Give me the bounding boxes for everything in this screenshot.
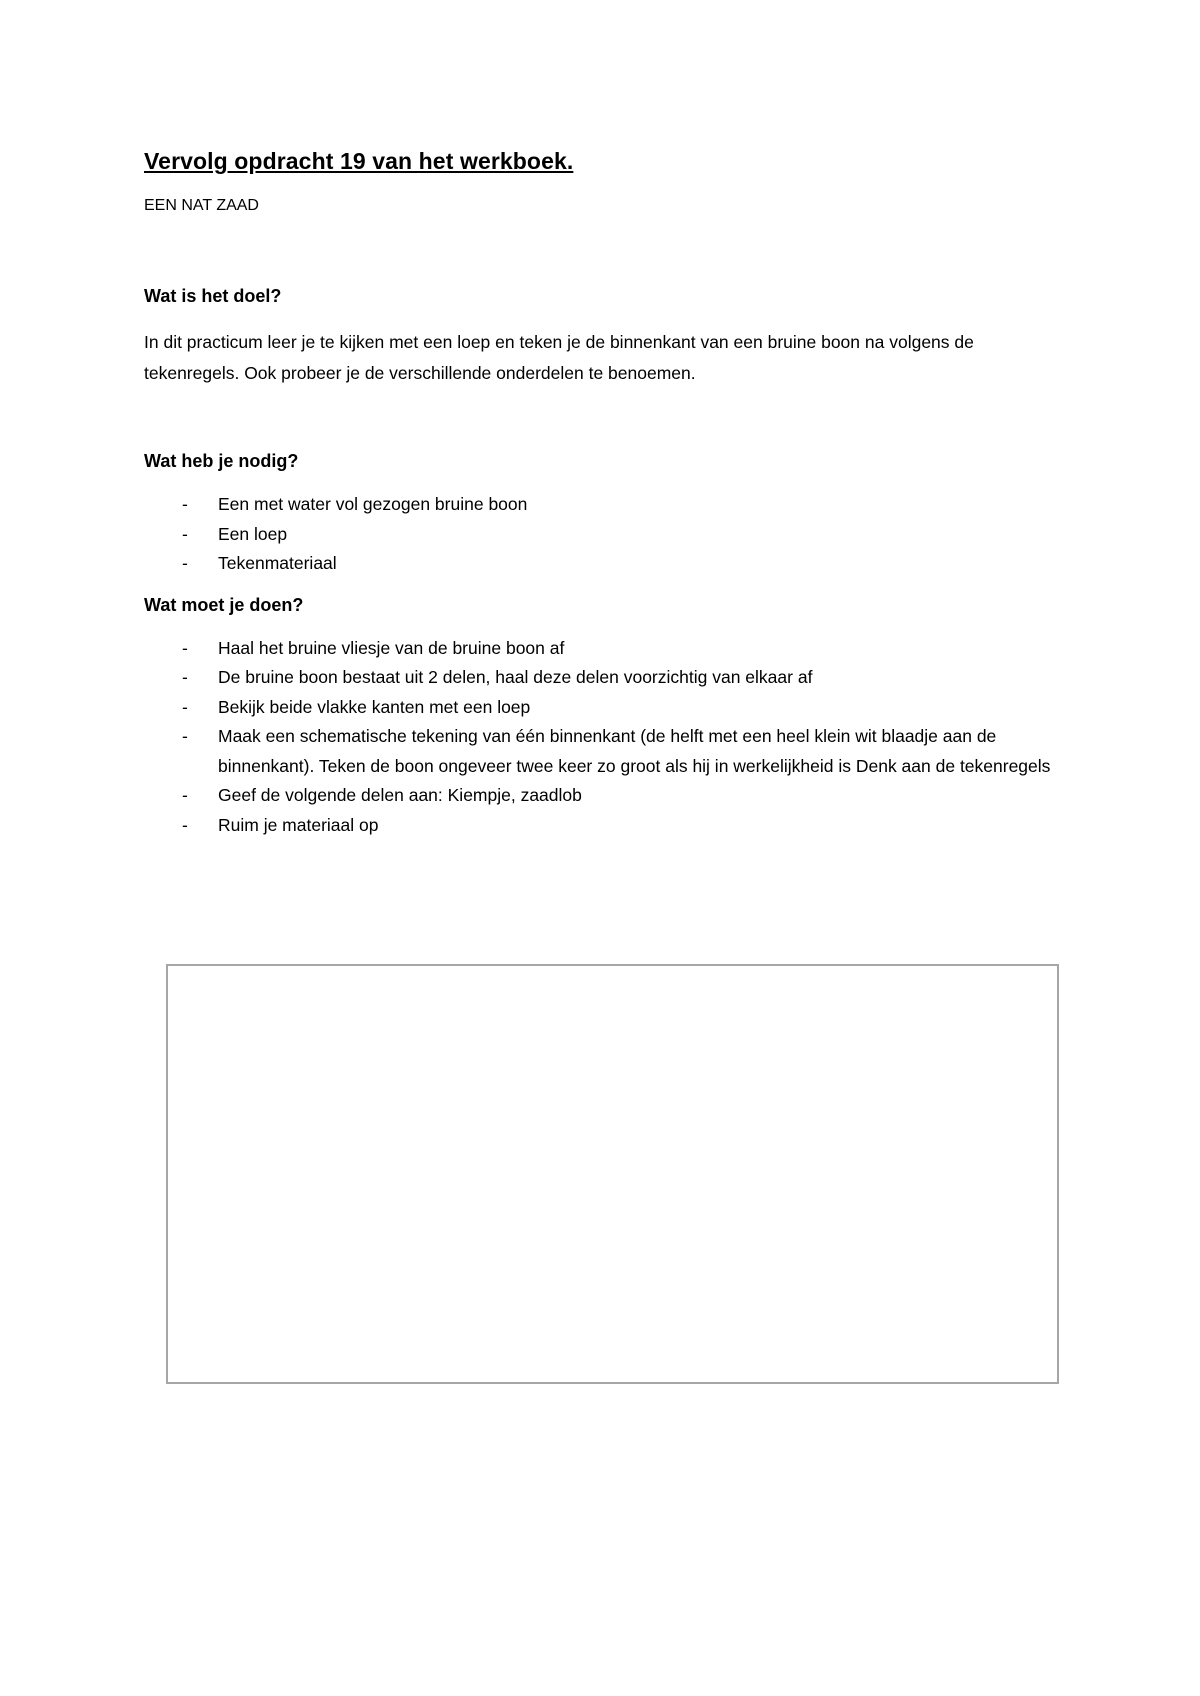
drawing-box: [166, 964, 1059, 1384]
list-item: [144, 549, 1074, 579]
bullet-dash: -: [182, 494, 188, 514]
bullet-dash: -: [182, 696, 188, 717]
bullet-dash: -: [182, 553, 188, 573]
bullet-dash: -: [182, 785, 188, 805]
document-content: [144, 146, 1074, 840]
list-item: [144, 811, 1074, 841]
list-item: [144, 490, 1074, 520]
list-item: [144, 520, 1074, 550]
steps-heading: Wat moet je doen?: [144, 594, 304, 615]
steps-list: [144, 634, 1074, 841]
document-title: Vervolg opdracht 19 van het werkboek.: [144, 148, 574, 174]
list-item-text: Geef de volgende delen aan: Kiempje, zaadlob: [218, 785, 582, 805]
bullet-dash: -: [182, 523, 188, 544]
goal-heading: Wat is het doel?: [144, 286, 282, 306]
needs-list: [144, 490, 1074, 579]
list-item: [144, 663, 1074, 693]
list-item-text: Haal het bruine vliesje van de bruine boon af: [218, 637, 565, 658]
needs-heading: Wat heb je nodig?: [144, 451, 299, 471]
list-item-text: Een loep: [218, 523, 288, 544]
list-item: [144, 634, 1074, 664]
bullet-dash: -: [182, 637, 188, 658]
bullet-dash: -: [182, 814, 188, 835]
list-item-text: Bekijk beide vlakke kanten met een loep: [218, 696, 531, 717]
list-item-text: De bruine boon bestaat uit 2 delen, haal deze delen voorzichtig van elkaar af: [218, 667, 813, 687]
document-subtitle: EEN NAT ZAAD: [144, 197, 259, 214]
list-item: [144, 781, 1074, 811]
list-item-text: Tekenmateriaal: [218, 553, 337, 573]
list-item-text: Een met water vol gezogen bruine boon: [218, 494, 528, 514]
list-item-text: Maak een schematische tekening van één binnenkant (de helft met een heel klein wit blaadje aan de binnenkant). Teken de boon ongeveer twee keer zo groot als hij in werkelijkheid is Denk aan de tekenregels: [218, 726, 1051, 776]
list-item-text: Ruim je materiaal op: [218, 814, 379, 835]
list-item: [144, 693, 1074, 723]
list-item: [144, 722, 1074, 781]
goal-paragraph: In dit practicum leer je te kijken met een loep en teken je de binnenkant van een bruine boon na volgens de tekenregels. Ook probeer je de verschillende onderdelen te benoemen.: [144, 332, 974, 383]
bullet-dash: -: [182, 667, 188, 687]
bullet-dash: -: [182, 726, 188, 746]
